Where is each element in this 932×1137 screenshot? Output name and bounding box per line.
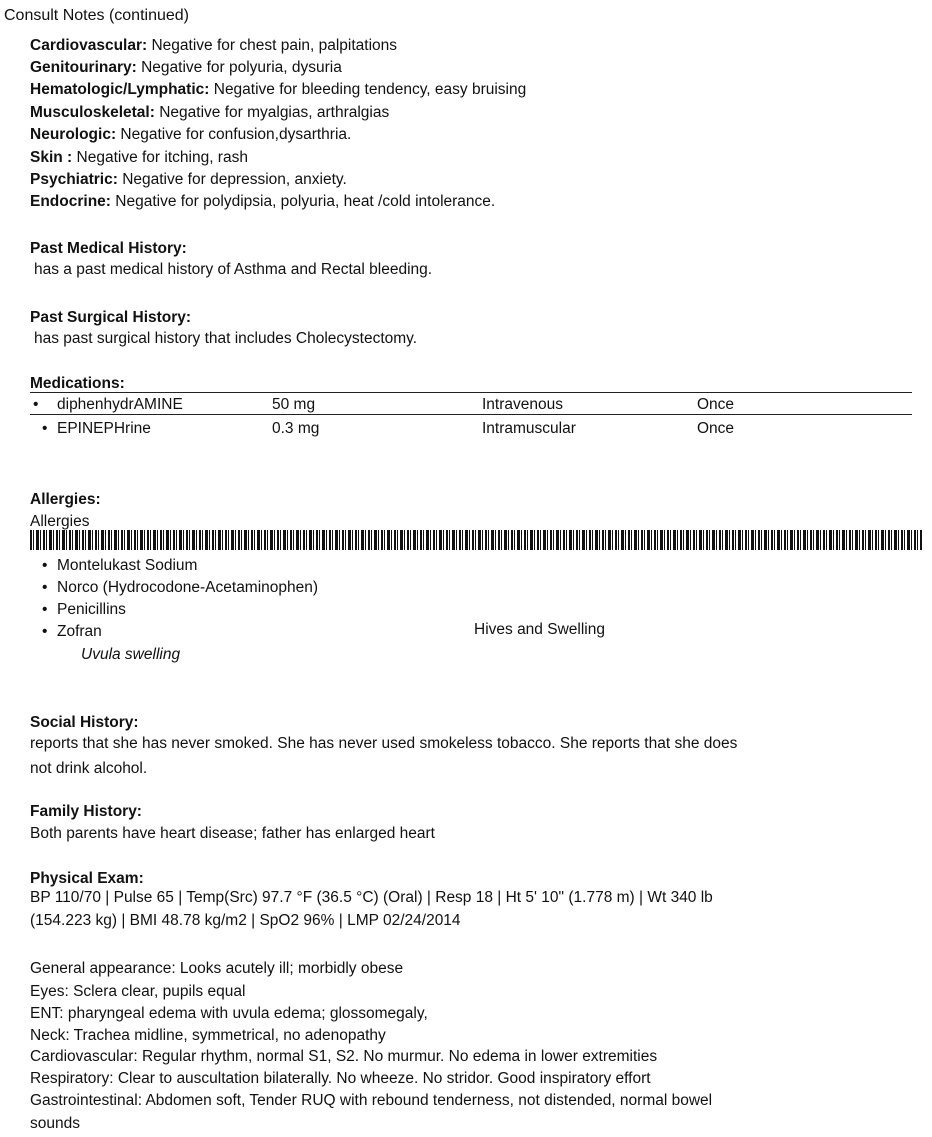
medication-route: Intramuscular [482,420,576,437]
exam-finding: Gastrointestinal: Abdomen soft, Tender RUQ with rebound tenderness, not distended, normal bowel [30,1092,713,1109]
ros-label: Skin : [30,149,73,166]
allergy-bullet: • [42,601,48,618]
medications-divider [30,392,912,393]
exam-finding: Neck: Trachea midline, symmetrical, no adenopathy [30,1027,386,1044]
ros-line [30,81,526,99]
allergy-name: Penicillins [57,601,126,618]
ros-line [30,59,342,77]
allergy-bullet: • [42,557,48,574]
ros-line [30,104,389,122]
ros-text: Negative for polydipsia, polyuria, heat /cold intolerance. [110,193,496,210]
vitals-line: (154.223 kg) | BMI 48.78 kg/m2 | SpO2 96% | LMP 02/24/2014 [30,912,461,929]
exam-finding: Cardiovascular: Regular rhythm, normal S1, S2. No murmur. No edema in lower extremities [30,1048,658,1065]
ros-text: Negative for bleeding tendency, easy bruising [209,81,527,98]
allergy-name: Zofran [57,623,102,640]
ros-line [30,193,495,211]
ros-line [30,126,351,144]
medication-frequency: Once [697,396,735,413]
allergies-subheading: Allergies [30,513,90,530]
ros-label: Psychiatric: [30,171,118,188]
family-history-text: Both parents have heart disease; father has enlarged heart [30,825,435,842]
medications-heading: Medications: [30,375,125,392]
medication-bullet: • [33,396,39,413]
ros-text: Negative for chest pain, palpitations [147,37,398,54]
exam-finding: General appearance: Looks acutely ill; morbidly obese [30,960,404,977]
ros-label: Musculoskeletal: [30,104,155,121]
ros-label: Hematologic/Lymphatic: [30,81,210,98]
ros-line [30,171,347,189]
ros-label: Endocrine: [30,193,111,210]
exam-finding: ENT: pharyngeal edema with uvula edema; glossomegaly, [30,1005,428,1022]
medication-frequency: Once [697,420,735,437]
medication-name: EPINEPHrine [57,420,151,437]
allergy-note: Uvula swelling [81,646,181,663]
ros-label: Genitourinary: [30,59,137,76]
ros-text: Negative for confusion,dysarthria. [116,126,352,143]
physical-exam-heading: Physical Exam: [30,870,144,887]
ros-text: Negative for itching, rash [72,149,248,166]
social-history-line: reports that she has never smoked. She has never used smokeless tobacco. She reports that she does [30,735,738,752]
medications-row-divider [30,414,912,415]
allergies-heading: Allergies: [30,491,101,508]
past-surgical-text: has past surgical history that includes Cholecystectomy. [34,330,418,347]
ros-line [30,149,248,167]
medication-route: Intravenous [482,396,563,413]
medication-bullet: • [42,420,48,437]
exam-finding: sounds [30,1115,80,1132]
medication-dose: 50 mg [272,396,316,413]
medication-dose: 0.3 mg [272,420,320,437]
ros-label: Neurologic: [30,126,117,143]
medication-name: diphenhydrAMINE [57,396,183,413]
exam-finding: Respiratory: Clear to auscultation bilaterally. No wheeze. No stridor. Good inspiratory effort [30,1070,651,1087]
family-history-heading: Family History: [30,803,142,820]
past-surgical-heading: Past Surgical History: [30,309,192,326]
allergy-name: Montelukast Sodium [57,557,198,574]
scan-artifact-band [30,530,922,550]
ros-text: Negative for depression, anxiety. [117,171,347,188]
page-title: Consult Notes (continued) [4,7,189,24]
ros-text: Negative for myalgias, arthralgias [154,104,390,121]
social-history-line: not drink alcohol. [30,760,148,777]
past-medical-heading: Past Medical History: [30,240,187,257]
social-history-heading: Social History: [30,714,139,731]
ros-text: Negative for polyuria, dysuria [136,59,342,76]
allergy-bullet: • [42,623,48,640]
allergy-bullet: • [42,579,48,596]
ros-label: Cardiovascular: [30,37,148,54]
allergy-name: Norco (Hydrocodone-Acetaminophen) [57,579,319,596]
ros-line [30,37,397,55]
vitals-line: BP 110/70 | Pulse 65 | Temp(Src) 97.7 °F (36.5 °C) (Oral) | Resp 18 | Ht 5' 10" (1.778 m) | Wt 340 lb [30,889,713,906]
exam-finding: Eyes: Sclera clear, pupils equal [30,983,246,1000]
allergy-reaction: Hives and Swelling [474,621,605,638]
past-medical-text: has a past medical history of Asthma and Rectal bleeding. [34,261,433,278]
